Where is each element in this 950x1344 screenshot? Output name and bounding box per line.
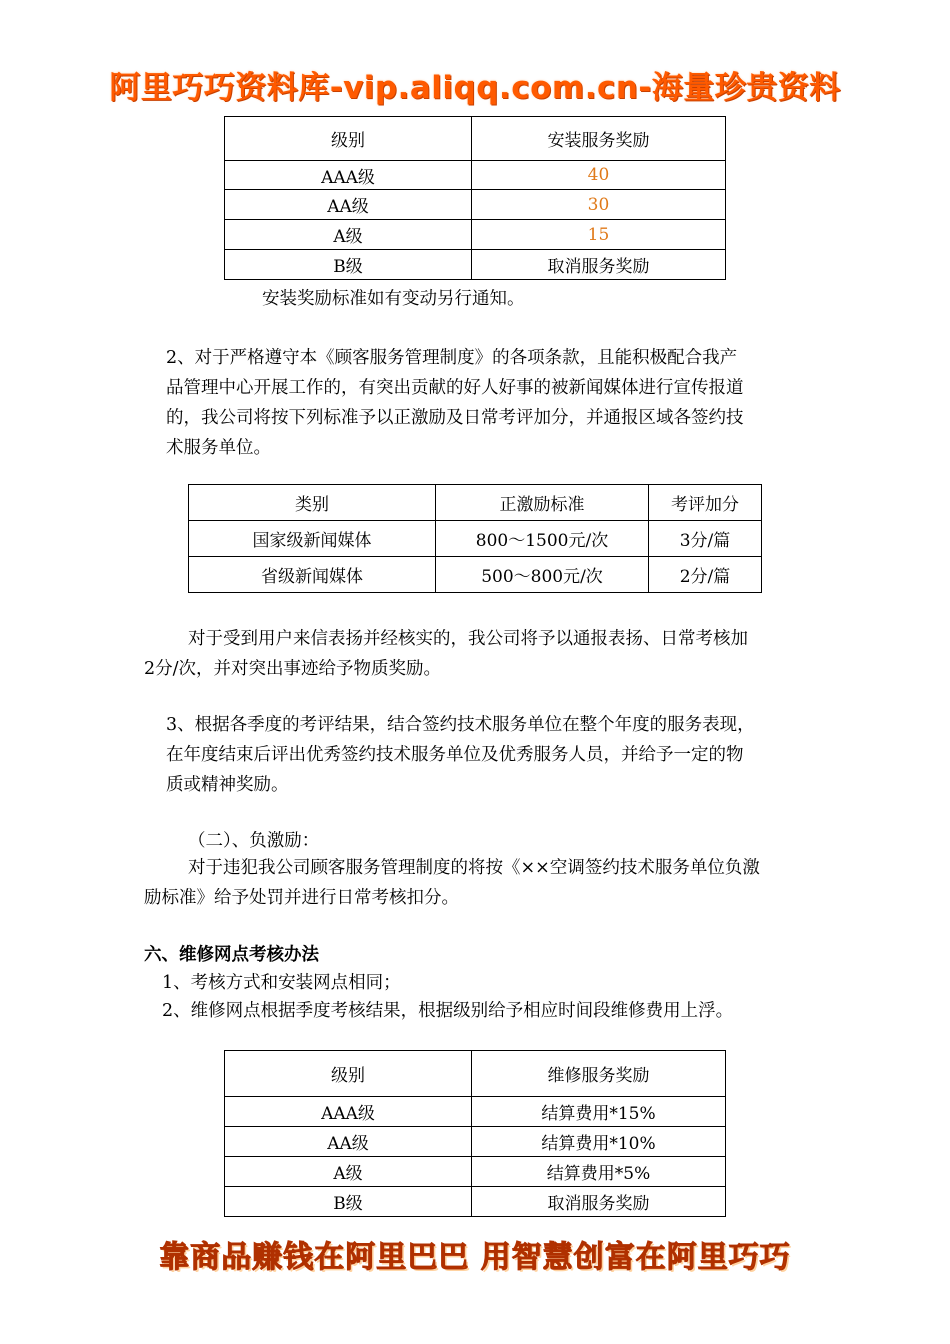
table-cell: A级 [225, 1157, 472, 1187]
table-cell: A级 [225, 220, 472, 250]
repair-reward-table [224, 1050, 726, 1217]
text-line: 在年度结束后评出优秀签约技术服务单位及优秀服务人员，并给予一定的物 [166, 745, 744, 765]
table-cell: 结算费用*10% [472, 1127, 726, 1157]
table-cell: 800～1500元/次 [436, 521, 649, 557]
table-cell: 15 [472, 220, 726, 250]
table-cell: AA级 [225, 1127, 472, 1157]
text-line: 对于受到用户来信表扬并经核实的，我公司将予以通报表扬、日常考核加 [188, 629, 748, 649]
table-header-cell: 类别 [189, 485, 436, 521]
table-cell: 取消服务奖励 [472, 1187, 726, 1217]
text-line: 对于违犯我公司顾客服务管理制度的将按《××空调签约技术服务单位负激 [188, 858, 760, 878]
text-line: 术服务单位。 [166, 438, 271, 458]
negative-incentive-title: （二）、负激励： [188, 831, 320, 851]
table-cell: 500～800元/次 [436, 557, 649, 593]
text-line: 3、根据各季度的考评结果，结合签约技术服务单位在整个年度的服务表现， [166, 715, 755, 735]
table-cell: B级 [225, 250, 472, 280]
table-cell: 2分/篇 [649, 557, 762, 593]
text-line: 励标准》给予处罚并进行日常考核扣分。 [144, 888, 459, 908]
table-cell: AAA级 [225, 1097, 472, 1127]
footer-banner: 靠商品赚钱在阿里巴巴 用智慧创富在阿里巧巧 [159, 1240, 791, 1275]
text-line: 品管理中心开展工作的，有突出贡献的好人好事的被新闻媒体进行宣传报道 [166, 378, 744, 398]
table-cell: 结算费用*15% [472, 1097, 726, 1127]
table-header-cell: 考评加分 [649, 485, 762, 521]
text-line: 2分/次，并对突出事迹给予物质奖励。 [144, 659, 442, 679]
section-6-item: 2、维修网点根据季度考核结果，根据级别给予相应时间段维修费用上浮。 [162, 1001, 734, 1021]
section-6-item: 1、考核方式和安装网点相同； [162, 973, 401, 993]
table-cell: 取消服务奖励 [472, 250, 726, 280]
text-line: 质或精神奖励。 [166, 775, 289, 795]
table-cell: 40 [472, 161, 726, 190]
table-cell: 结算费用*5% [472, 1157, 726, 1187]
table-header-cell: 级别 [225, 117, 472, 161]
table-header-cell: 级别 [225, 1051, 472, 1097]
table-header-cell: 维修服务奖励 [472, 1051, 726, 1097]
header-banner: 阿里巧巧资料库-vip.aliqq.com.cn-海量珍贵资料 [109, 70, 841, 106]
text-line: 2、对于严格遵守本《顾客服务管理制度》的各项条款，且能积极配合我产 [166, 348, 738, 368]
table-header-cell: 安装服务奖励 [472, 117, 726, 161]
table-cell: B级 [225, 1187, 472, 1217]
table-cell: AA级 [225, 190, 472, 220]
table-cell: 30 [472, 190, 726, 220]
section-6-title: 六、维修网点考核办法 [144, 945, 319, 965]
install-note: 安装奖励标准如有变动另行通知。 [262, 289, 525, 309]
table-cell: 省级新闻媒体 [189, 557, 436, 593]
text-line: 的，我公司将按下列标准予以正激励及日常考评加分，并通报区域各签约技 [166, 408, 744, 428]
media-incentive-table [188, 484, 762, 593]
table-cell: 3分/篇 [649, 521, 762, 557]
table-cell: 国家级新闻媒体 [189, 521, 436, 557]
table-cell: AAA级 [225, 161, 472, 190]
table-header-cell: 正激励标准 [436, 485, 649, 521]
install-reward-table [224, 116, 726, 280]
